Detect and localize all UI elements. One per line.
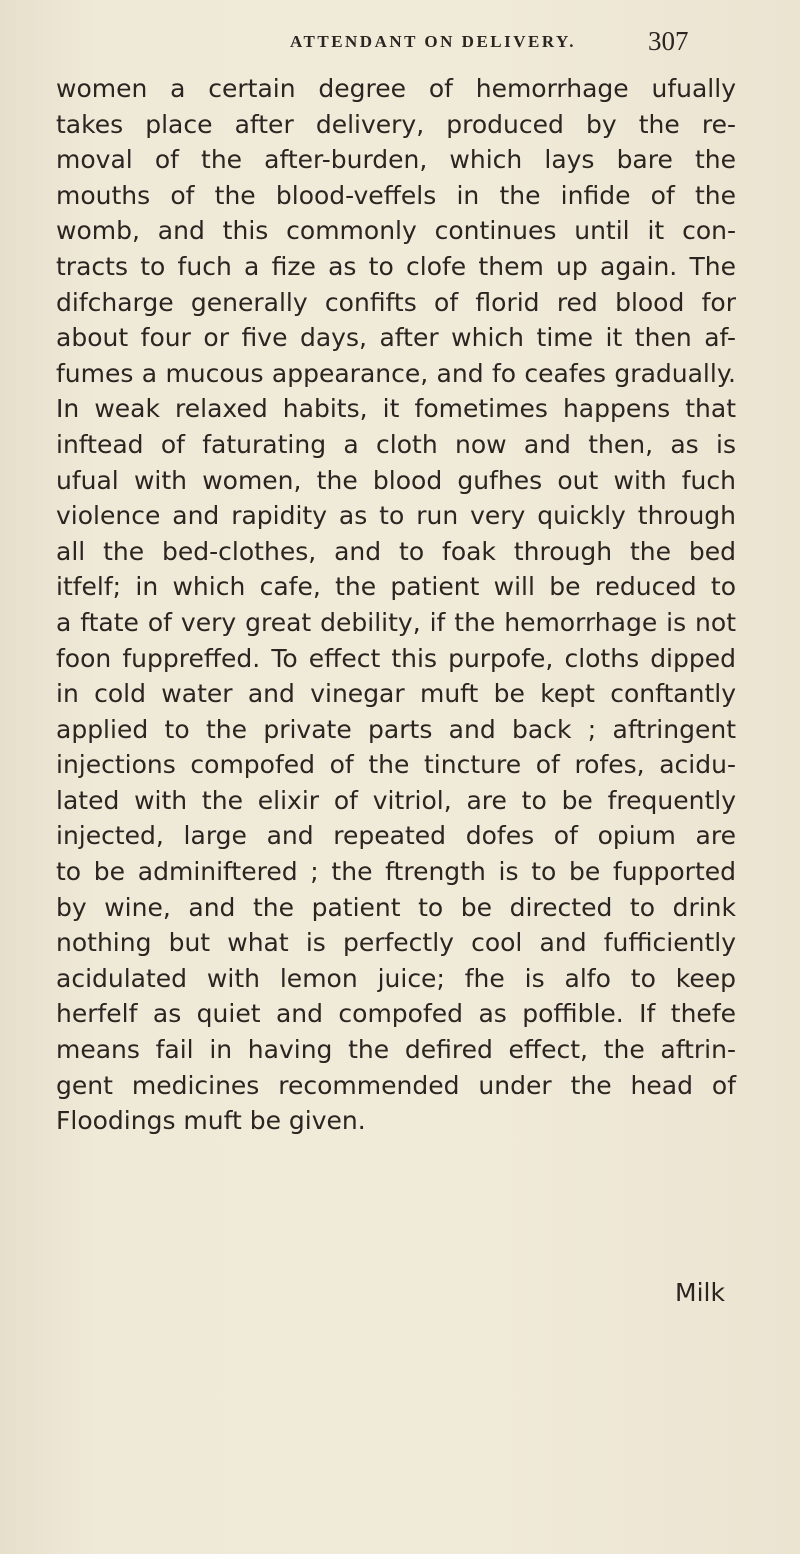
text-line: acidulated with lemon juice; fhe is alfo to keep <box>56 963 736 993</box>
text-line: lated with the elixir of vitriol, are to be frequently <box>56 785 736 815</box>
text-line: itfelf; in which cafe, the patient will be reduced to <box>56 572 736 602</box>
text-line: in cold water and vinegar muft be kept conftantly <box>56 679 736 709</box>
text-line: womb, and this commonly continues until it con- <box>56 216 736 246</box>
text-line: all the bed-clothes, and to foak through the bed <box>56 536 736 566</box>
text-line: herfelf as quiet and compofed as poffible. If thefe <box>56 999 736 1029</box>
text-line: difcharge generally confifts of florid red blood for <box>56 287 736 317</box>
text-line: to be adminiftered ; the ftrength is to be fupported <box>56 857 736 887</box>
text-line: ufual with women, the blood gufhes out with fuch <box>56 465 736 495</box>
text-line: In weak relaxed habits, it fometimes happens that <box>56 394 736 424</box>
text-line-last: Floodings muft be given. <box>56 1106 366 1136</box>
text-line: a ftate of very great debility, if the hemorrhage is not <box>56 607 736 637</box>
text-line: fumes a mucous appearance, and fo ceafes gradually. <box>56 358 736 388</box>
running-head: ATTENDANT ON DELIVERY. <box>290 32 577 51</box>
text-line: mouths of the blood-veffels in the infide of the <box>56 180 736 210</box>
text-line: violence and rapidity as to run very quickly through <box>56 501 736 531</box>
text-line: injected, large and repeated dofes of opium are <box>56 821 736 851</box>
text-line: nothing but what is perfectly cool and fufficiently <box>56 928 736 958</box>
text-line: by wine, and the patient to be directed to drink <box>56 892 736 922</box>
page-number: 307 <box>648 26 689 56</box>
text-line: tracts to fuch a fize as to clofe them up again. The <box>56 251 736 281</box>
text-line: about four or five days, after which time it then af- <box>56 323 736 353</box>
catchword: Milk <box>675 1278 725 1307</box>
body-text <box>56 71 736 1139</box>
text-line: applied to the private parts and back ; aftringent <box>56 714 736 744</box>
text-line: women a certain degree of hemorrhage ufually <box>56 74 736 103</box>
text-line: inftead of faturating a cloth now and then, as is <box>56 429 736 459</box>
text-line: moval of the after-burden, which lays bare the <box>56 145 736 175</box>
text-line: foon fuppreffed. To effect this purpofe, cloths dipped <box>56 643 736 673</box>
text-line: takes place after delivery, produced by the re- <box>56 109 736 139</box>
text-line: gent medicines recommended under the head of <box>56 1070 736 1100</box>
text-line: means fail in having the defired effect, the aftrin- <box>56 1035 736 1065</box>
text-line: injections compofed of the tincture of rofes, acidu- <box>56 750 736 780</box>
page-header <box>0 24 800 64</box>
